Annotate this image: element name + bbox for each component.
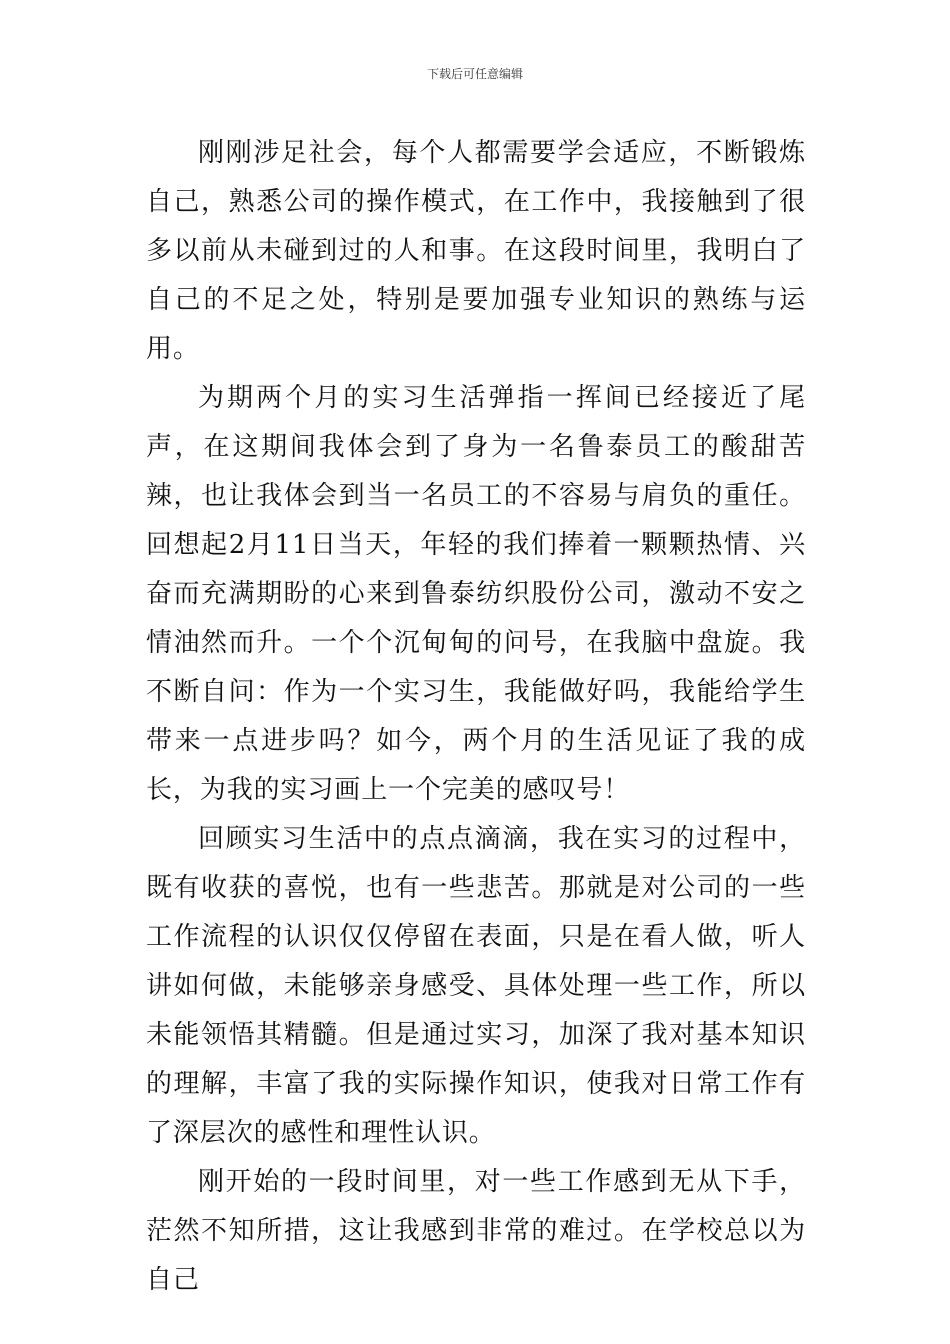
paragraph-4: 刚开始的一段时间里，对一些工作感到无从下手，茫然不知所措，这让我感到非常的难过。在学校总以为自己 bbox=[146, 1167, 806, 1295]
document-body bbox=[146, 129, 806, 1305]
header-note: 下载后可任意编辑 bbox=[426, 67, 523, 81]
paragraph-2: 为期两个月的实习生活弹指一挥间已经接近了尾声，在这期间我体会到了身为一名鲁泰员工的酸甜苦辣，也让我体会到当一名员工的不容易与肩负的重任。回想起2月11日当天，年轻的我们捧着一颗颗热情、兴奋而充满期盼的心来到鲁泰纺织股份公司，激动不安之情油然而升。一个个沉甸甸的问号，在我脑中盘旋。我不断自问：作为一个实习生，我能做好吗，我能给学生带来一点进步吗？如今，两个月的生活见证了我的成长，为我的实习画上一个完美的感叹号！ bbox=[146, 383, 806, 805]
paragraph-1: 刚刚涉足社会，每个人都需要学会适应，不断锻炼自己，熟悉公司的操作模式，在工作中，我接触到了很多以前从未碰到过的人和事。在这段时间里，我明白了自己的不足之处，特别是要加强专业知识的熟练与运用。 bbox=[146, 138, 806, 364]
paragraph-3: 回顾实习生活中的点点滴滴，我在实习的过程中，既有收获的喜悦，也有一些悲苦。那就是对公司的一些工作流程的认识仅仅停留在表面，只是在看人做，听人讲如何做，未能够亲身感受、具体处理一些工作，所以未能领悟其精髓。但是通过实习，加深了我对基本知识的理解，丰富了我的实际操作知识，使我对日常工作有了深层次的感性和理性认识。 bbox=[146, 824, 806, 1148]
